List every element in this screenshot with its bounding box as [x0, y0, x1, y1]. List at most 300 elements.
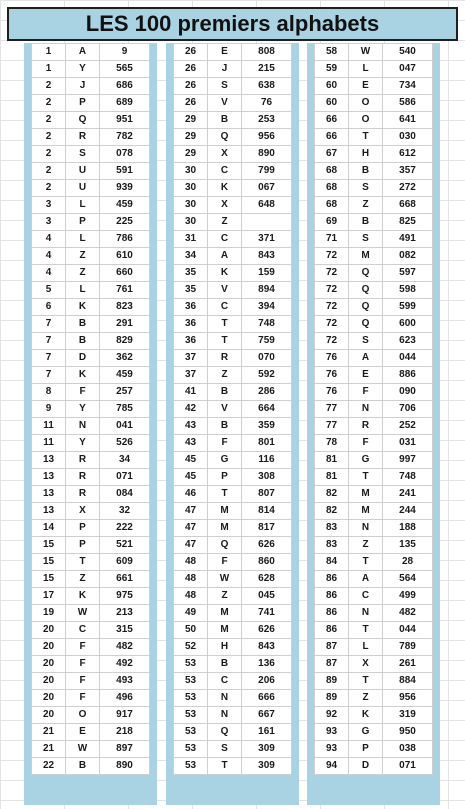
number-cell[interactable]: 748 [383, 469, 433, 486]
rank-cell[interactable]: 68 [315, 197, 349, 214]
number-cell[interactable]: 32 [100, 503, 150, 520]
number-cell[interactable]: 599 [383, 299, 433, 316]
number-cell[interactable]: 808 [242, 44, 292, 61]
rank-cell[interactable]: 59 [315, 61, 349, 78]
number-cell[interactable]: 638 [242, 78, 292, 95]
letter-cell[interactable]: F [208, 435, 242, 452]
rank-cell[interactable]: 7 [32, 367, 66, 384]
letter-cell[interactable]: C [208, 231, 242, 248]
number-cell[interactable]: 628 [242, 571, 292, 588]
rank-cell[interactable]: 31 [174, 231, 208, 248]
number-cell[interactable]: 801 [242, 435, 292, 452]
number-cell[interactable]: 309 [242, 758, 292, 775]
rank-cell[interactable]: 19 [32, 605, 66, 622]
number-cell[interactable]: 610 [100, 248, 150, 265]
rank-cell[interactable]: 48 [174, 588, 208, 605]
rank-cell[interactable]: 2 [32, 146, 66, 163]
rank-cell[interactable]: 11 [32, 418, 66, 435]
number-cell[interactable]: 666 [242, 690, 292, 707]
letter-cell[interactable]: L [66, 282, 100, 299]
letter-cell[interactable]: Z [349, 690, 383, 707]
rank-cell[interactable]: 3 [32, 197, 66, 214]
number-cell[interactable]: 319 [383, 707, 433, 724]
number-cell[interactable]: 829 [100, 333, 150, 350]
number-cell[interactable]: 785 [100, 401, 150, 418]
number-cell[interactable]: 843 [242, 639, 292, 656]
rank-cell[interactable]: 41 [174, 384, 208, 401]
number-cell[interactable]: 76 [242, 95, 292, 112]
letter-cell[interactable]: X [208, 146, 242, 163]
number-cell[interactable]: 044 [383, 622, 433, 639]
number-cell[interactable]: 135 [383, 537, 433, 554]
number-cell[interactable]: 807 [242, 486, 292, 503]
rank-cell[interactable]: 4 [32, 231, 66, 248]
rank-cell[interactable]: 53 [174, 707, 208, 724]
number-cell[interactable]: 661 [100, 571, 150, 588]
letter-cell[interactable]: F [66, 690, 100, 707]
rank-cell[interactable]: 30 [174, 180, 208, 197]
rank-cell[interactable]: 4 [32, 248, 66, 265]
number-cell[interactable]: 252 [383, 418, 433, 435]
rank-cell[interactable]: 69 [315, 214, 349, 231]
rank-cell[interactable]: 17 [32, 588, 66, 605]
letter-cell[interactable]: N [66, 418, 100, 435]
letter-cell[interactable]: Q [66, 112, 100, 129]
number-cell[interactable]: 286 [242, 384, 292, 401]
letter-cell[interactable]: Q [208, 537, 242, 554]
rank-cell[interactable]: 66 [315, 129, 349, 146]
number-cell[interactable]: 890 [100, 758, 150, 775]
number-cell[interactable]: 213 [100, 605, 150, 622]
rank-cell[interactable]: 78 [315, 435, 349, 452]
number-cell[interactable]: 664 [242, 401, 292, 418]
number-cell[interactable]: 626 [242, 622, 292, 639]
number-cell[interactable]: 394 [242, 299, 292, 316]
letter-cell[interactable]: T [349, 673, 383, 690]
letter-cell[interactable]: R [66, 129, 100, 146]
rank-cell[interactable]: 30 [174, 214, 208, 231]
letter-cell[interactable]: M [349, 248, 383, 265]
number-cell[interactable]: 565 [100, 61, 150, 78]
letter-cell[interactable]: M [208, 605, 242, 622]
number-cell[interactable]: 825 [383, 214, 433, 231]
letter-cell[interactable]: Q [349, 265, 383, 282]
letter-cell[interactable]: P [66, 520, 100, 537]
rank-cell[interactable]: 89 [315, 673, 349, 690]
rank-cell[interactable]: 66 [315, 112, 349, 129]
rank-cell[interactable]: 7 [32, 333, 66, 350]
rank-cell[interactable]: 35 [174, 265, 208, 282]
rank-cell[interactable]: 20 [32, 622, 66, 639]
letter-cell[interactable]: B [349, 214, 383, 231]
rank-cell[interactable]: 60 [315, 95, 349, 112]
rank-cell[interactable]: 82 [315, 503, 349, 520]
rank-cell[interactable]: 77 [315, 418, 349, 435]
number-cell[interactable]: 359 [242, 418, 292, 435]
rank-cell[interactable]: 53 [174, 741, 208, 758]
letter-cell[interactable]: Q [349, 299, 383, 316]
letter-cell[interactable]: F [349, 435, 383, 452]
rank-cell[interactable]: 87 [315, 639, 349, 656]
number-cell[interactable] [242, 214, 292, 231]
rank-cell[interactable]: 76 [315, 350, 349, 367]
number-cell[interactable]: 116 [242, 452, 292, 469]
rank-cell[interactable]: 43 [174, 435, 208, 452]
rank-cell[interactable]: 58 [315, 44, 349, 61]
letter-cell[interactable]: L [349, 639, 383, 656]
number-cell[interactable]: 044 [383, 350, 433, 367]
number-cell[interactable]: 031 [383, 435, 433, 452]
number-cell[interactable]: 956 [242, 129, 292, 146]
letter-cell[interactable]: M [349, 486, 383, 503]
rank-cell[interactable]: 93 [315, 741, 349, 758]
letter-cell[interactable]: A [349, 350, 383, 367]
rank-cell[interactable]: 50 [174, 622, 208, 639]
number-cell[interactable]: 308 [242, 469, 292, 486]
number-cell[interactable]: 950 [383, 724, 433, 741]
number-cell[interactable]: 761 [100, 282, 150, 299]
letter-cell[interactable]: T [66, 554, 100, 571]
rank-cell[interactable]: 13 [32, 452, 66, 469]
number-cell[interactable]: 648 [242, 197, 292, 214]
rank-cell[interactable]: 2 [32, 129, 66, 146]
number-cell[interactable]: 686 [100, 78, 150, 95]
letter-cell[interactable]: Q [349, 316, 383, 333]
letter-cell[interactable]: B [208, 656, 242, 673]
letter-cell[interactable]: Z [208, 588, 242, 605]
rank-cell[interactable]: 15 [32, 537, 66, 554]
letter-cell[interactable]: T [349, 554, 383, 571]
letter-cell[interactable]: X [208, 197, 242, 214]
rank-cell[interactable]: 53 [174, 673, 208, 690]
number-cell[interactable]: 315 [100, 622, 150, 639]
number-cell[interactable]: 459 [100, 197, 150, 214]
rank-cell[interactable]: 36 [174, 333, 208, 350]
rank-cell[interactable]: 26 [174, 95, 208, 112]
number-cell[interactable]: 071 [100, 469, 150, 486]
letter-cell[interactable]: P [66, 214, 100, 231]
rank-cell[interactable]: 81 [315, 469, 349, 486]
letter-cell[interactable]: O [349, 95, 383, 112]
letter-cell[interactable]: P [66, 95, 100, 112]
letter-cell[interactable]: Z [66, 571, 100, 588]
letter-cell[interactable]: J [208, 61, 242, 78]
letter-cell[interactable]: W [66, 605, 100, 622]
rank-cell[interactable]: 46 [174, 486, 208, 503]
rank-cell[interactable]: 22 [32, 758, 66, 775]
letter-cell[interactable]: G [208, 452, 242, 469]
number-cell[interactable]: 067 [242, 180, 292, 197]
rank-cell[interactable]: 72 [315, 248, 349, 265]
rank-cell[interactable]: 53 [174, 758, 208, 775]
rank-cell[interactable]: 45 [174, 469, 208, 486]
number-cell[interactable]: 997 [383, 452, 433, 469]
letter-cell[interactable]: F [349, 384, 383, 401]
number-cell[interactable]: 241 [383, 486, 433, 503]
letter-cell[interactable]: T [349, 622, 383, 639]
number-cell[interactable]: 309 [242, 741, 292, 758]
rank-cell[interactable]: 72 [315, 282, 349, 299]
letter-cell[interactable]: S [208, 78, 242, 95]
letter-cell[interactable]: Z [208, 214, 242, 231]
rank-cell[interactable]: 53 [174, 656, 208, 673]
rank-cell[interactable]: 9 [32, 401, 66, 418]
rank-cell[interactable]: 47 [174, 537, 208, 554]
letter-cell[interactable]: S [349, 231, 383, 248]
rank-cell[interactable]: 36 [174, 299, 208, 316]
number-cell[interactable]: 244 [383, 503, 433, 520]
rank-cell[interactable]: 92 [315, 707, 349, 724]
rank-cell[interactable]: 81 [315, 452, 349, 469]
letter-cell[interactable]: H [208, 639, 242, 656]
letter-cell[interactable]: G [349, 724, 383, 741]
rank-cell[interactable]: 13 [32, 503, 66, 520]
letter-cell[interactable]: C [208, 299, 242, 316]
number-cell[interactable]: 222 [100, 520, 150, 537]
letter-cell[interactable]: R [66, 452, 100, 469]
rank-cell[interactable]: 72 [315, 265, 349, 282]
rank-cell[interactable]: 26 [174, 61, 208, 78]
letter-cell[interactable]: M [208, 520, 242, 537]
rank-cell[interactable]: 89 [315, 690, 349, 707]
letter-cell[interactable]: Q [208, 129, 242, 146]
rank-cell[interactable]: 3 [32, 214, 66, 231]
rank-cell[interactable]: 1 [32, 61, 66, 78]
letter-cell[interactable]: R [66, 486, 100, 503]
letter-cell[interactable]: B [66, 316, 100, 333]
rank-cell[interactable]: 93 [315, 724, 349, 741]
letter-cell[interactable]: R [208, 350, 242, 367]
letter-cell[interactable]: N [208, 707, 242, 724]
rank-cell[interactable]: 20 [32, 656, 66, 673]
letter-cell[interactable]: O [66, 707, 100, 724]
letter-cell[interactable]: B [208, 418, 242, 435]
number-cell[interactable]: 493 [100, 673, 150, 690]
number-cell[interactable]: 759 [242, 333, 292, 350]
letter-cell[interactable]: O [349, 112, 383, 129]
letter-cell[interactable]: B [66, 333, 100, 350]
number-cell[interactable]: 159 [242, 265, 292, 282]
letter-cell[interactable]: K [66, 588, 100, 605]
number-cell[interactable]: 586 [383, 95, 433, 112]
letter-cell[interactable]: F [66, 673, 100, 690]
rank-cell[interactable]: 68 [315, 163, 349, 180]
number-cell[interactable]: 951 [100, 112, 150, 129]
number-cell[interactable]: 975 [100, 588, 150, 605]
rank-cell[interactable]: 26 [174, 44, 208, 61]
rank-cell[interactable]: 68 [315, 180, 349, 197]
letter-cell[interactable]: P [349, 741, 383, 758]
number-cell[interactable]: 799 [242, 163, 292, 180]
rank-cell[interactable]: 83 [315, 537, 349, 554]
number-cell[interactable]: 860 [242, 554, 292, 571]
number-cell[interactable]: 496 [100, 690, 150, 707]
letter-cell[interactable]: B [66, 758, 100, 775]
number-cell[interactable]: 526 [100, 435, 150, 452]
number-cell[interactable]: 689 [100, 95, 150, 112]
rank-cell[interactable]: 30 [174, 163, 208, 180]
number-cell[interactable]: 641 [383, 112, 433, 129]
rank-cell[interactable]: 84 [315, 554, 349, 571]
number-cell[interactable]: 082 [383, 248, 433, 265]
letter-cell[interactable]: S [349, 180, 383, 197]
rank-cell[interactable]: 6 [32, 299, 66, 316]
number-cell[interactable]: 253 [242, 112, 292, 129]
number-cell[interactable]: 491 [383, 231, 433, 248]
rank-cell[interactable]: 49 [174, 605, 208, 622]
number-cell[interactable]: 609 [100, 554, 150, 571]
number-cell[interactable]: 843 [242, 248, 292, 265]
rank-cell[interactable]: 86 [315, 571, 349, 588]
letter-cell[interactable]: C [208, 673, 242, 690]
rank-cell[interactable]: 67 [315, 146, 349, 163]
number-cell[interactable]: 564 [383, 571, 433, 588]
number-cell[interactable]: 482 [383, 605, 433, 622]
number-cell[interactable]: 34 [100, 452, 150, 469]
number-cell[interactable]: 078 [100, 146, 150, 163]
number-cell[interactable]: 939 [100, 180, 150, 197]
number-cell[interactable]: 668 [383, 197, 433, 214]
letter-cell[interactable]: A [349, 571, 383, 588]
letter-cell[interactable]: W [349, 44, 383, 61]
rank-cell[interactable]: 76 [315, 367, 349, 384]
letter-cell[interactable]: F [208, 554, 242, 571]
number-cell[interactable]: 218 [100, 724, 150, 741]
rank-cell[interactable]: 20 [32, 707, 66, 724]
number-cell[interactable]: 28 [383, 554, 433, 571]
rank-cell[interactable]: 2 [32, 180, 66, 197]
letter-cell[interactable]: G [349, 452, 383, 469]
number-cell[interactable]: 257 [100, 384, 150, 401]
number-cell[interactable]: 047 [383, 61, 433, 78]
number-cell[interactable]: 817 [242, 520, 292, 537]
letter-cell[interactable]: C [208, 163, 242, 180]
rank-cell[interactable]: 2 [32, 112, 66, 129]
rank-cell[interactable]: 94 [315, 758, 349, 775]
letter-cell[interactable]: S [349, 333, 383, 350]
rank-cell[interactable]: 7 [32, 316, 66, 333]
rank-cell[interactable]: 15 [32, 554, 66, 571]
letter-cell[interactable]: K [66, 367, 100, 384]
number-cell[interactable]: 161 [242, 724, 292, 741]
letter-cell[interactable]: N [349, 520, 383, 537]
rank-cell[interactable]: 48 [174, 554, 208, 571]
rank-cell[interactable]: 21 [32, 741, 66, 758]
letter-cell[interactable]: K [66, 299, 100, 316]
letter-cell[interactable]: L [66, 231, 100, 248]
number-cell[interactable]: 786 [100, 231, 150, 248]
rank-cell[interactable]: 29 [174, 129, 208, 146]
number-cell[interactable]: 597 [383, 265, 433, 282]
letter-cell[interactable]: B [349, 163, 383, 180]
rank-cell[interactable]: 42 [174, 401, 208, 418]
number-cell[interactable]: 215 [242, 61, 292, 78]
letter-cell[interactable]: B [208, 384, 242, 401]
rank-cell[interactable]: 13 [32, 469, 66, 486]
letter-cell[interactable]: N [349, 401, 383, 418]
letter-cell[interactable]: S [66, 146, 100, 163]
number-cell[interactable]: 206 [242, 673, 292, 690]
letter-cell[interactable]: E [66, 724, 100, 741]
rank-cell[interactable]: 36 [174, 316, 208, 333]
letter-cell[interactable]: Z [349, 537, 383, 554]
number-cell[interactable]: 890 [242, 146, 292, 163]
number-cell[interactable]: 884 [383, 673, 433, 690]
rank-cell[interactable]: 86 [315, 605, 349, 622]
number-cell[interactable]: 188 [383, 520, 433, 537]
rank-cell[interactable]: 15 [32, 571, 66, 588]
letter-cell[interactable]: T [349, 469, 383, 486]
letter-cell[interactable]: B [208, 112, 242, 129]
rank-cell[interactable]: 48 [174, 571, 208, 588]
number-cell[interactable]: 612 [383, 146, 433, 163]
letter-cell[interactable]: H [349, 146, 383, 163]
letter-cell[interactable]: Z [66, 248, 100, 265]
letter-cell[interactable]: L [66, 197, 100, 214]
letter-cell[interactable]: S [208, 741, 242, 758]
letter-cell[interactable]: E [208, 44, 242, 61]
letter-cell[interactable]: U [66, 163, 100, 180]
rank-cell[interactable]: 53 [174, 690, 208, 707]
number-cell[interactable]: 660 [100, 265, 150, 282]
letter-cell[interactable]: L [349, 61, 383, 78]
letter-cell[interactable]: K [208, 180, 242, 197]
number-cell[interactable]: 492 [100, 656, 150, 673]
number-cell[interactable]: 090 [383, 384, 433, 401]
letter-cell[interactable]: C [66, 622, 100, 639]
number-cell[interactable]: 741 [242, 605, 292, 622]
number-cell[interactable]: 041 [100, 418, 150, 435]
letter-cell[interactable]: Q [208, 724, 242, 741]
letter-cell[interactable]: T [349, 129, 383, 146]
number-cell[interactable]: 261 [383, 656, 433, 673]
letter-cell[interactable]: D [66, 350, 100, 367]
rank-cell[interactable]: 11 [32, 435, 66, 452]
number-cell[interactable]: 734 [383, 78, 433, 95]
rank-cell[interactable]: 82 [315, 486, 349, 503]
rank-cell[interactable]: 37 [174, 350, 208, 367]
letter-cell[interactable]: Z [208, 367, 242, 384]
number-cell[interactable]: 894 [242, 282, 292, 299]
letter-cell[interactable]: K [349, 707, 383, 724]
number-cell[interactable]: 291 [100, 316, 150, 333]
number-cell[interactable]: 748 [242, 316, 292, 333]
letter-cell[interactable]: N [208, 690, 242, 707]
letter-cell[interactable]: K [208, 265, 242, 282]
rank-cell[interactable]: 35 [174, 282, 208, 299]
rank-cell[interactable]: 43 [174, 418, 208, 435]
number-cell[interactable]: 897 [100, 741, 150, 758]
letter-cell[interactable]: X [349, 656, 383, 673]
letter-cell[interactable]: T [208, 486, 242, 503]
letter-cell[interactable]: W [66, 741, 100, 758]
rank-cell[interactable]: 5 [32, 282, 66, 299]
number-cell[interactable]: 357 [383, 163, 433, 180]
number-cell[interactable]: 592 [242, 367, 292, 384]
rank-cell[interactable]: 1 [32, 44, 66, 61]
letter-cell[interactable]: Y [66, 401, 100, 418]
number-cell[interactable]: 591 [100, 163, 150, 180]
number-cell[interactable]: 823 [100, 299, 150, 316]
number-cell[interactable]: 782 [100, 129, 150, 146]
number-cell[interactable]: 598 [383, 282, 433, 299]
letter-cell[interactable]: V [208, 401, 242, 418]
number-cell[interactable]: 789 [383, 639, 433, 656]
letter-cell[interactable]: X [66, 503, 100, 520]
rank-cell[interactable]: 26 [174, 78, 208, 95]
rank-cell[interactable]: 2 [32, 163, 66, 180]
number-cell[interactable]: 706 [383, 401, 433, 418]
